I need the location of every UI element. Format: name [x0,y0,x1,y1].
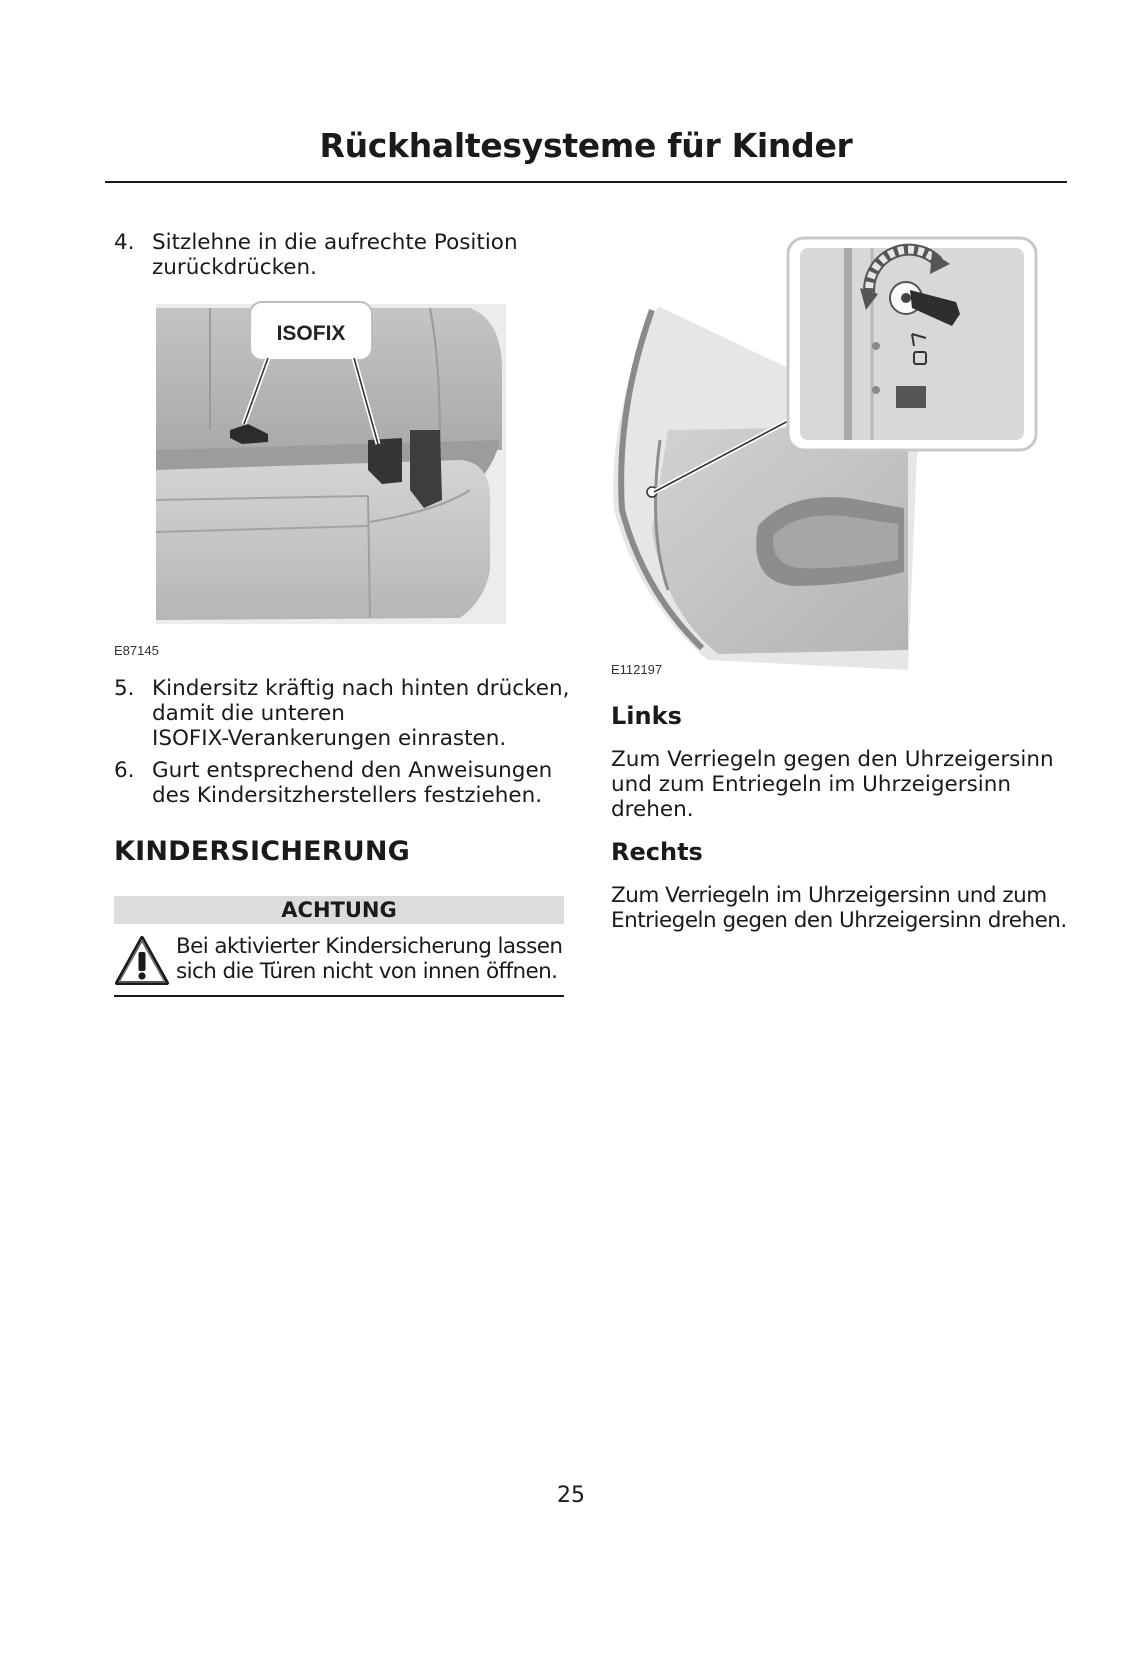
figure-right-caption: E112197 [611,662,663,677]
title-divider [105,181,1067,183]
warning-divider [114,995,564,997]
step-line: des Kindersitzherstellers festziehen. [152,783,543,808]
step-line: zurückdrücken. [152,255,317,280]
paragraph-line: drehen. [611,797,694,822]
step-4 [114,230,584,282]
step-line: Kindersitz kräftig nach hinten drücken, [152,676,570,701]
rechts-paragraph [611,883,1081,933]
links-paragraph [611,747,1081,822]
paragraph-line: Zum Verriegeln im Uhrzeigersinn und zum [611,883,1047,908]
warning-text [176,934,571,984]
door-child-lock-illustration [608,230,1048,680]
links-heading: Links [611,702,682,730]
isofix-seat-illustration [140,300,520,640]
warning-triangle-icon [114,935,170,987]
step-line: Gurt entsprechend den Anweisungen [152,758,553,783]
step-line: damit die unteren [152,701,345,726]
step-number: 5. [114,676,135,701]
step-number: 4. [114,230,135,255]
warning-line: sich die Türen nicht von innen öffnen. [176,959,558,984]
paragraph-line: und zum Entriegeln im Uhrzeigersinn [611,772,1011,797]
step-line: Sitzlehne in die aufrechte Position [152,230,518,255]
figure-left-caption: E87145 [114,643,159,658]
warning-line: Bei aktivierter Kindersicherung lassen [176,934,563,959]
paragraph-line: Zum Verriegeln gegen den Uhrzeigersinn [611,747,1054,772]
section-heading: KINDERSICHERUNG [114,836,411,867]
page-number: 25 [557,1483,585,1508]
paragraph-line: Entriegeln gegen den Uhrzeigersinn drehen. [611,908,1067,933]
step-5 [114,676,584,754]
warning-title-bar: ACHTUNG [114,896,564,924]
step-number: 6. [114,758,135,783]
page-title: Rückhaltesysteme für Kinder [319,126,853,165]
rechts-heading: Rechts [611,838,703,866]
isofix-label: ISOFIX [276,322,346,345]
step-line: ISOFIX-Verankerungen einrasten. [152,726,507,751]
step-6 [114,758,584,810]
